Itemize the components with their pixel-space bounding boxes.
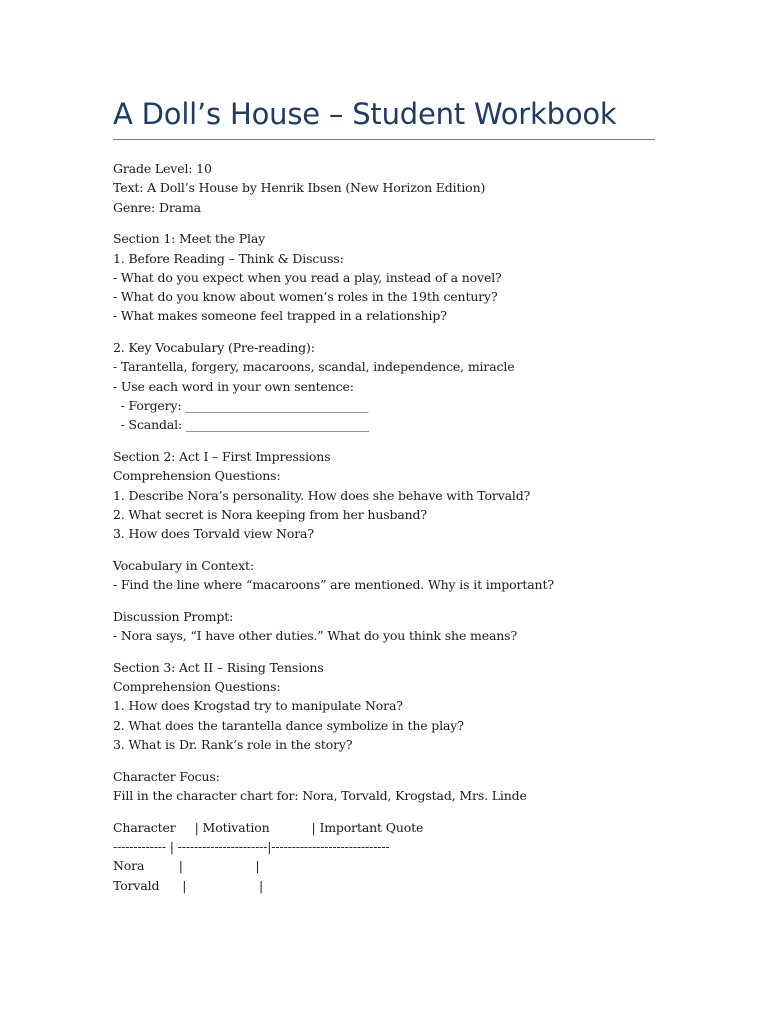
- paragraph: [113, 338, 658, 434]
- text-line: Character Focus:: [113, 768, 220, 784]
- text-line: Section 3: Act II – Rising Tensions: [113, 659, 324, 675]
- text-line: Vocabulary in Context:: [113, 557, 254, 573]
- text-line: Text: A Doll’s House by Henrik Ibsen (New Horizon Edition): [113, 180, 486, 196]
- text-line: Genre: Drama: [113, 199, 201, 215]
- text-line: Fill in the character chart for: Nora, Torvald, Krogstad, Mrs. Linde: [113, 788, 527, 804]
- text-line: ------------- | ----------------------|-----------------------------: [113, 839, 390, 855]
- text-line: - What do you know about women’s roles in the 19th century?: [113, 289, 498, 305]
- text-line: - Use each word in your own sentence:: [113, 378, 354, 394]
- paragraph: [113, 658, 658, 754]
- paragraph: [113, 767, 658, 806]
- document-body: [113, 159, 658, 907]
- text-line: - Nora says, “I have other duties.” What do you think she means?: [113, 628, 517, 644]
- text-line: 2. What does the tarantella dance symbolize in the play?: [113, 717, 464, 733]
- text-line: Section 2: Act I – First Impressions: [113, 449, 331, 465]
- text-line: Nora | |: [113, 858, 260, 874]
- text-line: 3. How does Torvald view Nora?: [113, 526, 314, 542]
- paragraph: [113, 818, 658, 895]
- text-line: 1. Before Reading – Think & Discuss:: [113, 250, 344, 266]
- text-line: - Scandal: ______________________________: [113, 417, 369, 433]
- text-line: Comprehension Questions:: [113, 679, 281, 695]
- text-line: Discussion Prompt:: [113, 608, 234, 624]
- text-line: Grade Level: 10: [113, 161, 212, 176]
- document-title: A Doll’s House – Student Workbook: [113, 97, 617, 131]
- text-line: - Forgery: ______________________________: [113, 398, 369, 414]
- paragraph: [113, 229, 658, 325]
- text-line: 1. How does Krogstad try to manipulate Nora?: [113, 698, 403, 714]
- paragraph: [113, 607, 658, 646]
- text-line: 2. Key Vocabulary (Pre-reading):: [113, 340, 315, 356]
- text-line: 1. Describe Nora’s personality. How does she behave with Torvald?: [113, 487, 531, 503]
- text-line: Comprehension Questions:: [113, 468, 281, 484]
- paragraph: [113, 447, 658, 543]
- text-line: Torvald | |: [113, 877, 264, 893]
- paragraph: [113, 159, 658, 217]
- paragraph: [113, 556, 658, 595]
- text-line: - Find the line where “macaroons” are mentioned. Why is it important?: [113, 577, 554, 593]
- title-divider: [113, 139, 655, 140]
- text-line: - What do you expect when you read a play, instead of a novel?: [113, 269, 502, 285]
- text-line: 2. What secret is Nora keeping from her husband?: [113, 506, 427, 522]
- text-line: - What makes someone feel trapped in a relationship?: [113, 308, 447, 324]
- text-line: Section 1: Meet the Play: [113, 231, 266, 247]
- text-line: - Tarantella, forgery, macaroons, scandal, independence, miracle: [113, 359, 515, 375]
- text-line: 3. What is Dr. Rank’s role in the story?: [113, 737, 353, 753]
- text-line: Character | Motivation | Important Quote: [113, 819, 424, 835]
